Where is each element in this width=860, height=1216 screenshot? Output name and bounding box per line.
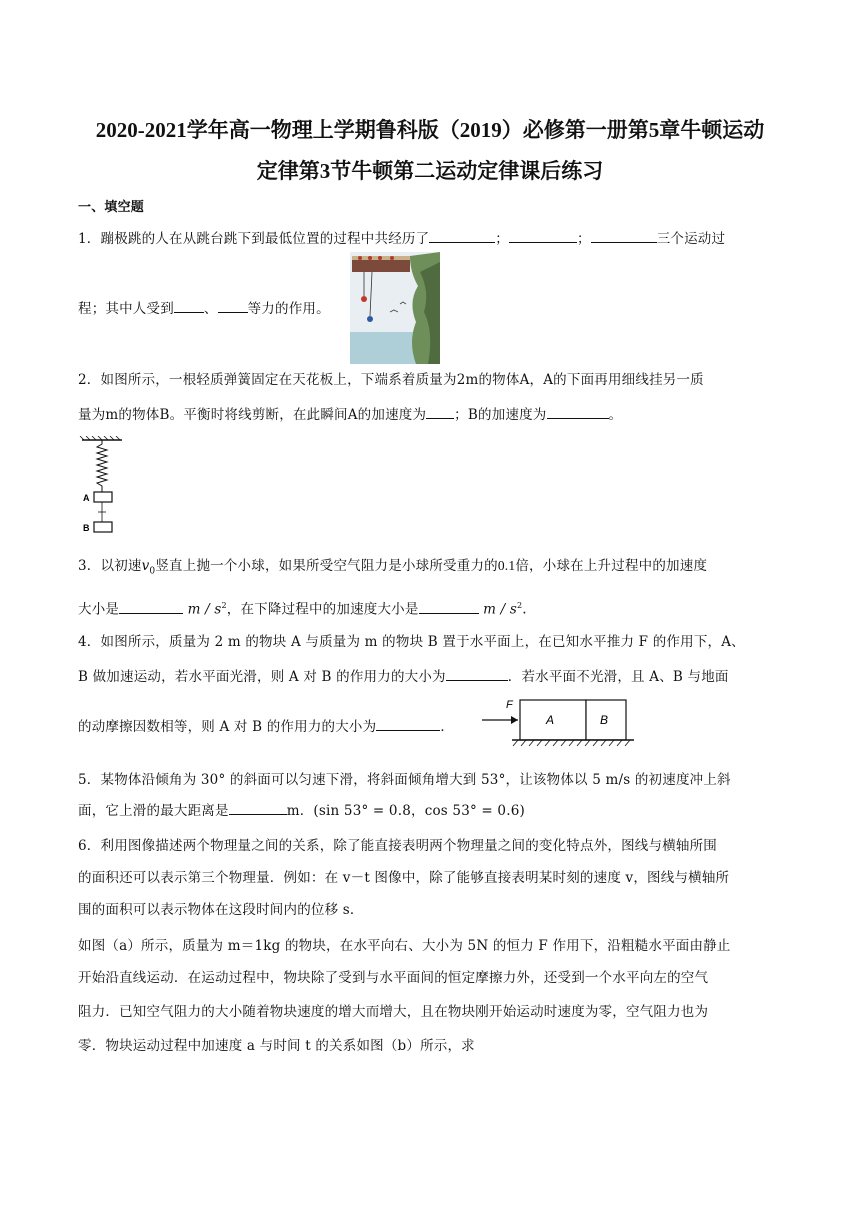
q1-line-1: 1．蹦极跳的人在从跳台跳下到最低位置的过程中共经历了 ； ； 三个运动过 [78, 228, 725, 249]
q4-line-1: 4．如图所示，质量为 2 m 的物块 A 与质量为 m 的物块 B 置于水平面上，在已知水平推力 F 的作用下，A、 [78, 634, 745, 650]
q2-line-1: 2．如图所示，一根轻质弹簧固定在天花板上，下端系着质量为2m的物体A，A的下面再用细线挂另一质 [78, 372, 704, 388]
blocks-force-diagram [478, 694, 638, 750]
block-b-label: B [600, 713, 609, 727]
answer-blank [229, 800, 287, 815]
answer-blank [426, 404, 454, 419]
q6-line-3: 围的面积可以表示物体在这段时间内的位移 s． [78, 902, 364, 918]
document-title-line-2: 定律第3节牛顿第二运动定律课后练习 [256, 159, 604, 183]
q5-line-1: 5．某物体沿倾角为 30° 的斜面可以匀速下滑，将斜面倾角增大到 53°，让该物体以 5 m/s 的初速度冲上斜 [78, 772, 731, 788]
label-b: B [83, 523, 90, 533]
q3-line-1: 3．以初速$v_0$竖直上抛一个小球，如果所受空气阻力是小球所受重力的0.1倍，小球在上升过程中的加速度 [78, 558, 708, 577]
answer-blank [376, 716, 440, 731]
spring-mass-diagram [78, 436, 126, 536]
answer-blank [509, 228, 577, 243]
answer-blank [174, 298, 204, 313]
section-heading: 一、填空题 [78, 200, 145, 215]
force-label-f: F [506, 699, 513, 711]
answer-blank [591, 228, 657, 243]
q6-line-7: 零．物块运动过程中加速度 a 与时间 t 的关系如图（b）所示，求 [78, 1038, 475, 1054]
q4-line-2: B 做加速运动，若水平面光滑，则 A 对 B 的作用力的大小为 ．若水平面不光滑，且 A、B 与地面 [78, 666, 729, 687]
q2-line-2: 量为m的物体B。平衡时将线剪断，在此瞬间A的加速度为 ；B的加速度为 。 [78, 404, 622, 425]
q6-line-2: 的面积还可以表示第三个物理量．例如：在 v－t 图像中，除了能够直接表明某时刻的速度 v，图线与横轴所 [78, 870, 730, 886]
answer-blank [547, 404, 609, 419]
answer-blank [446, 666, 508, 681]
answer-blank [419, 599, 479, 614]
q4-line-3: 的动摩擦因数相等，则 A 对 B 的作用力的大小为 ． [78, 716, 454, 737]
q5-line-2: 面，它上滑的最大距离是 m．(sin 53° = 0.8，cos 53° = 0.6) [78, 800, 525, 821]
q6-line-5: 开始沿直线运动．在运动过程中，物块除了受到与水平面间的恒定摩擦力外，还受到一个水平向左的空气 [78, 970, 709, 986]
q1-line-2: 程；其中人受到 、 等力的作用。 [78, 298, 330, 319]
block-a-label: A [546, 713, 555, 727]
q6-line-1: 6．利用图像描述两个物理量之间的关系，除了能直接表明两个物理量之间的变化特点外，图线与横轴所围 [78, 838, 717, 854]
answer-blank [429, 228, 495, 243]
bungee-jump-illustration [350, 252, 440, 364]
answer-blank [218, 298, 248, 313]
label-a: A [83, 493, 90, 503]
document-title-line-1: 2020-2021学年高一物理上学期鲁科版（2019）必修第一册第5章牛顿运动 [95, 118, 765, 142]
q6-line-4: 如图（a）所示，质量为 m＝1kg 的物块，在水平向右、大小为 5N 的恒力 F 作用下，沿粗糙水平面由静止 [78, 938, 731, 954]
q6-line-6: 阻力．已知空气阻力的大小随着物块速度的增大而增大，且在物块刚开始运动时速度为零，空气阻力也为 [78, 1004, 709, 1020]
q3-line-2: 大小是 m / $s^2$，在下降过程中的加速度大小是 m / $s^2$. [78, 596, 527, 620]
answer-blank [119, 599, 183, 614]
